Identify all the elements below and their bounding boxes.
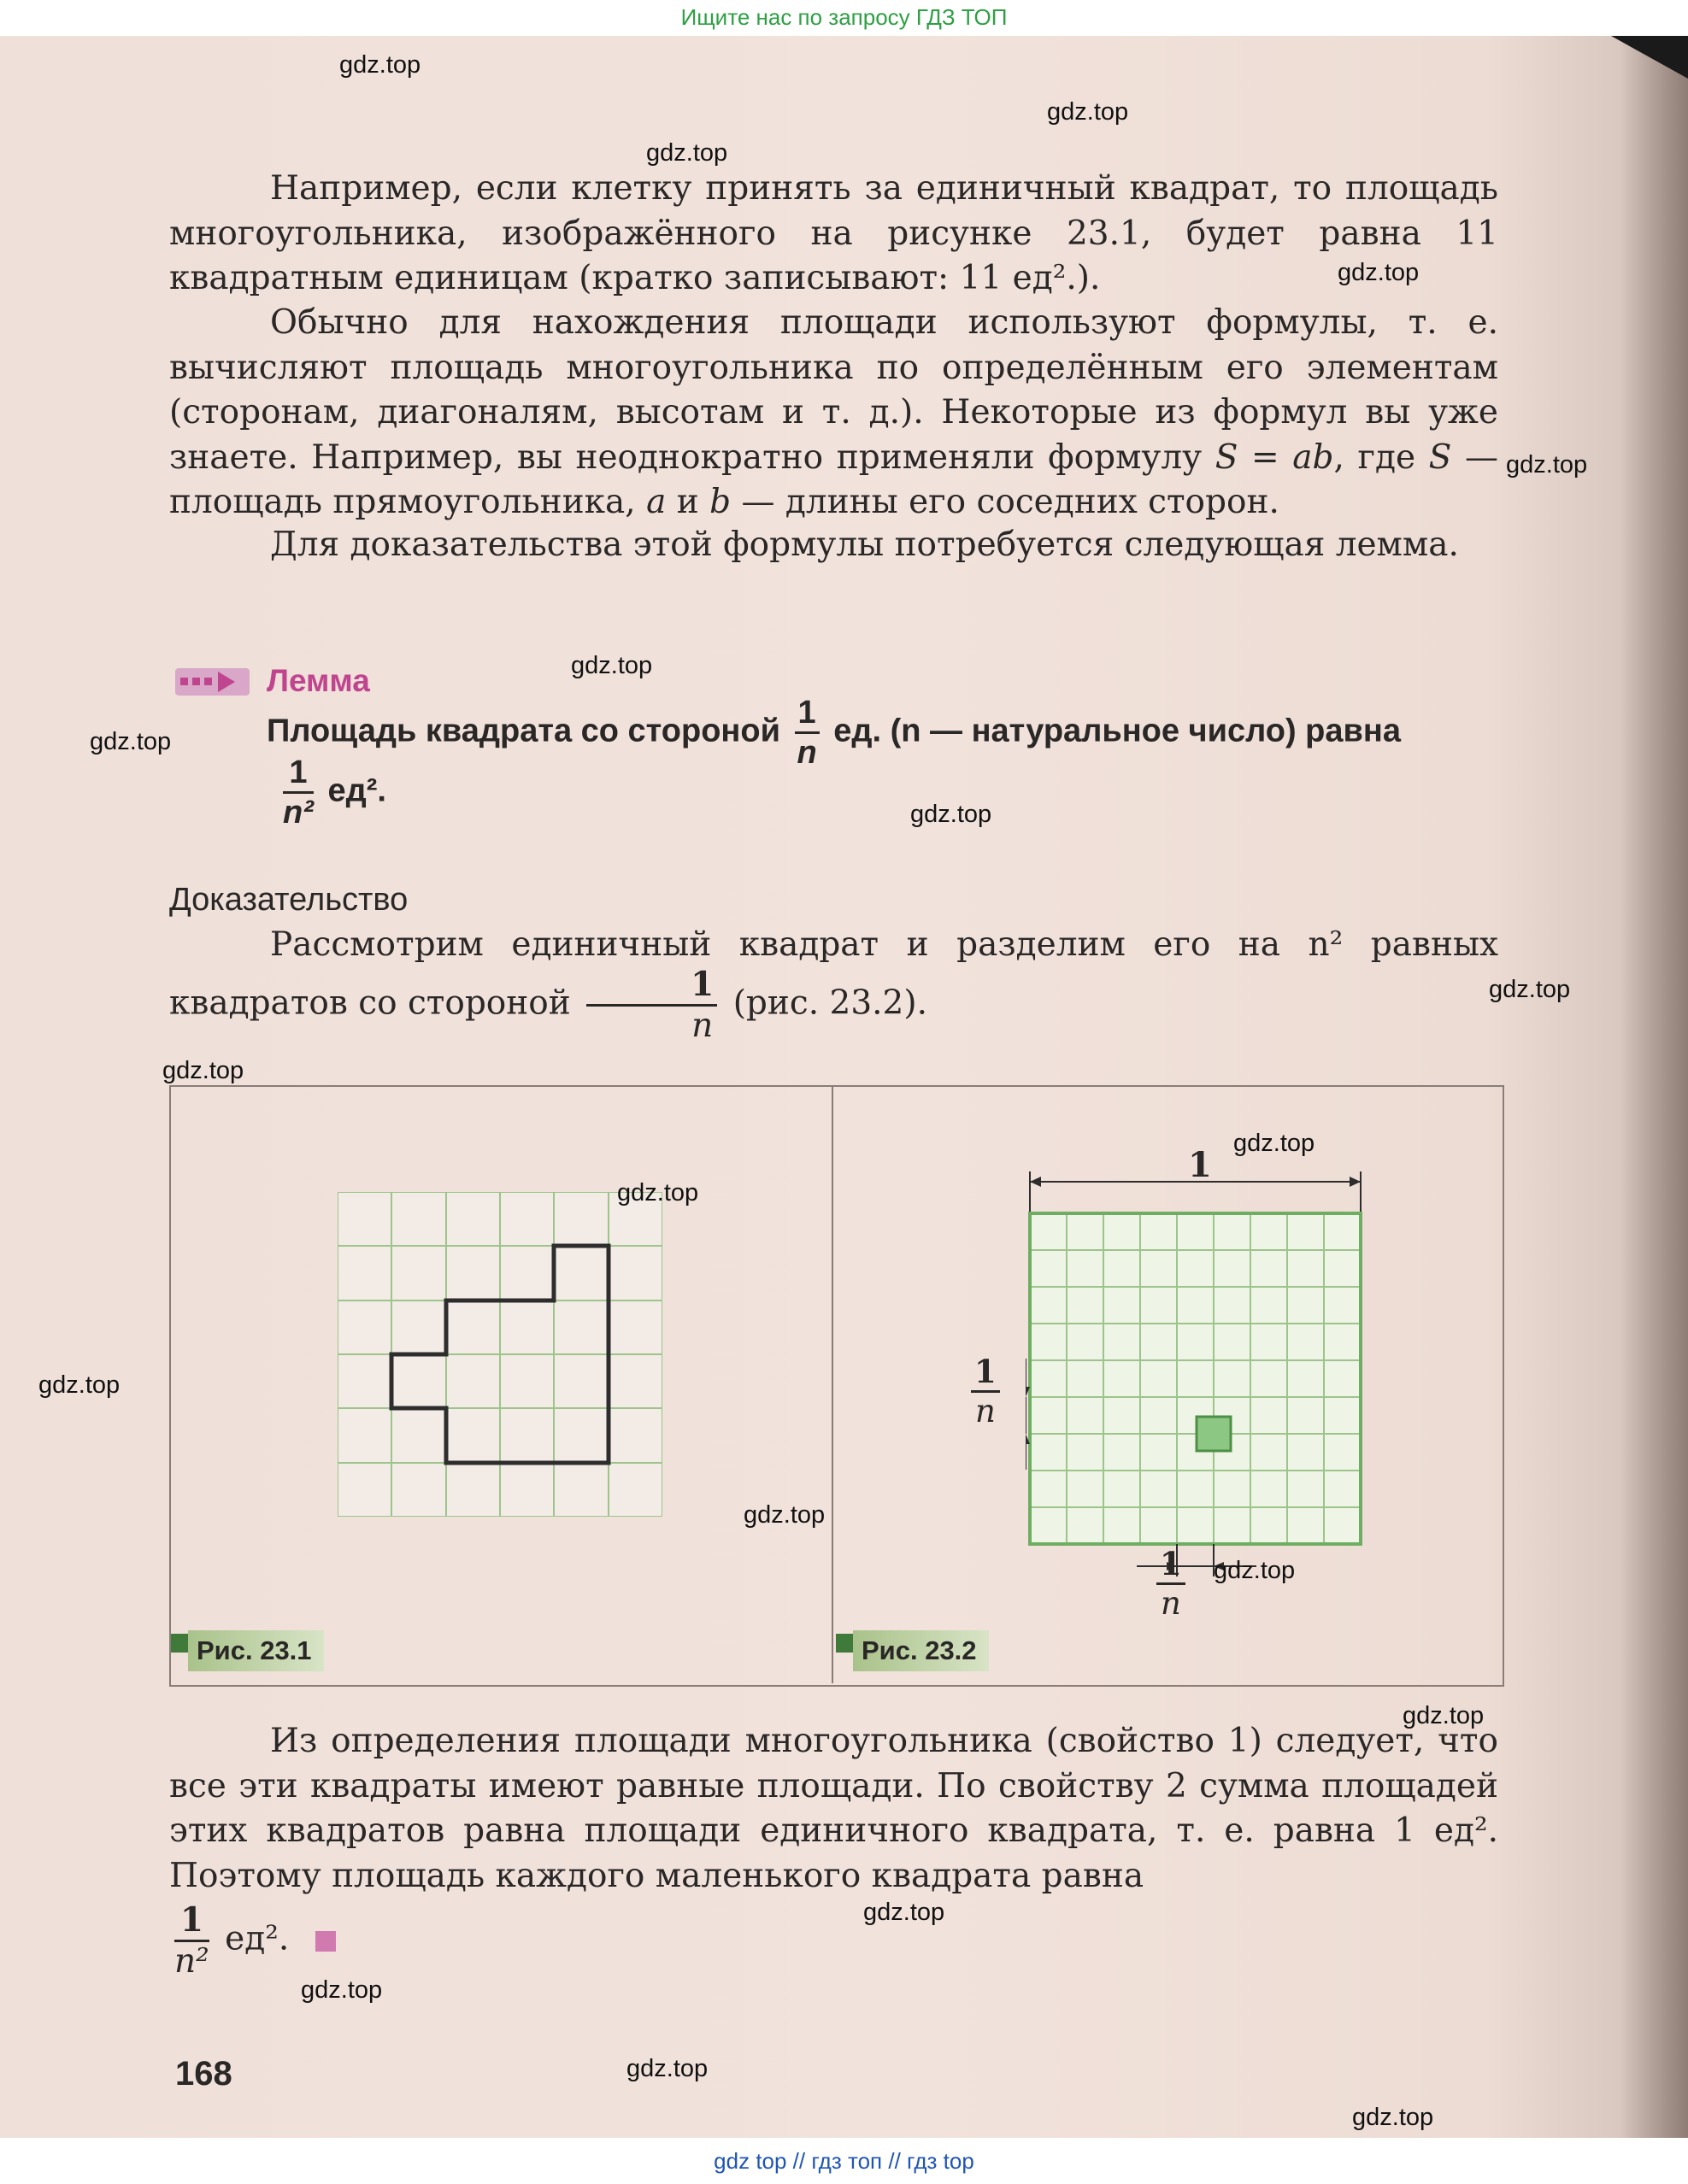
watermark: gdz.top: [1352, 2104, 1434, 2131]
fig2-side-fraction: [971, 1353, 1000, 1430]
fig2-bottom-label: [1151, 1545, 1191, 1622]
proof-frac-den: n: [691, 1006, 714, 1045]
conclusion-unit: ед².: [225, 1919, 290, 1958]
conclusion-result: [169, 1900, 336, 1981]
formula-b: b: [709, 483, 732, 521]
lemma-result-num: 1: [283, 756, 314, 794]
figure-23-2-grid: [1026, 1166, 1385, 1576]
end-of-proof-icon: [315, 1931, 336, 1952]
watermark: gdz.top: [339, 51, 421, 79]
proof-frac-num: 1: [586, 968, 717, 1007]
watermark: gdz.top: [1489, 976, 1571, 1003]
paragraph-2: [169, 301, 1498, 525]
fig2-top-label: 1: [1188, 1145, 1212, 1185]
lemma-result-den: n²: [283, 795, 314, 831]
lemma-side-den: n: [797, 735, 817, 771]
fig2-marker-square: [836, 1634, 855, 1653]
small-square-highlight: [1197, 1417, 1231, 1451]
conclusion-fraction: [174, 1900, 209, 1981]
lemma-text-a: Площадь квадрата со стороной: [267, 713, 780, 749]
watermark: gdz.top: [301, 1976, 383, 2004]
fig1-caption: Рис. 23.1: [188, 1630, 324, 1671]
lemma-side-num: 1: [795, 696, 820, 734]
watermark: gdz.top: [863, 1899, 945, 1926]
watermark: gdz.top: [646, 139, 728, 167]
lemma-text-b: ед. (n — натуральное число) равна: [833, 713, 1401, 749]
watermark: gdz.top: [1214, 1557, 1296, 1584]
paragraph-2-tail-3: — длины его соседних сторон.: [731, 483, 1279, 521]
watermark: gdz.top: [910, 801, 992, 828]
lemma-title: Лемма: [267, 663, 370, 698]
figure-divider: [832, 1085, 833, 1683]
proof-text-a: Рассмотрим единичный квадрат и разделим его на n² равных квадратов со стороной: [169, 925, 1498, 1022]
watermark: gdz.top: [90, 728, 172, 755]
paragraph-2-and: и: [666, 483, 710, 521]
formula-s: S: [1428, 437, 1452, 477]
conclusion-paragraph: [169, 1719, 1498, 1899]
watermark: gdz.top: [1506, 451, 1588, 478]
lemma-arrow-icon: [175, 663, 250, 701]
top-banner[interactable]: Ищите нас по запросу ГДЗ ТОП: [0, 0, 1688, 36]
lemma-side-fraction: [795, 696, 820, 769]
page-number: 168: [175, 2055, 232, 2093]
watermark: gdz.top: [626, 2055, 709, 2082]
watermark: gdz.top: [571, 652, 653, 679]
page-spine-shadow: [1620, 36, 1688, 2138]
fig2-side-den: n: [974, 1393, 996, 1430]
proof-paragraph: [169, 923, 1498, 1045]
watermark: gdz.top: [1233, 1130, 1315, 1157]
page-corner: [1611, 36, 1688, 79]
watermark: gdz.top: [1047, 98, 1129, 126]
paragraph-1: Например, если клетку принять за единичный квадрат, то площадь многоугольника, изображённого на рисунке 23.1, будет равна 11 квадратным единицам (кратко записывают: 11 ед².).: [169, 169, 1498, 297]
watermark: gdz.top: [1403, 1702, 1485, 1729]
fig2-bottom-fraction: [1156, 1545, 1185, 1622]
fig2-bottom-num: 1: [1156, 1548, 1185, 1585]
paragraph-3: Для доказательства этой формулы потребуется следующая лемма.: [270, 525, 1459, 564]
watermark: gdz.top: [1338, 259, 1420, 286]
fig2-caption: Рис. 23.2: [853, 1630, 989, 1671]
conclusion-frac-den: n²: [174, 1942, 209, 1981]
watermark: gdz.top: [38, 1371, 121, 1399]
watermark: gdz.top: [744, 1501, 826, 1529]
fig2-bottom-den: n: [1160, 1585, 1181, 1622]
fig2-side-label: [966, 1353, 1005, 1430]
figure-23-1-grid: [338, 1192, 662, 1517]
watermark: gdz.top: [617, 1179, 699, 1206]
paragraph-2-text: Обычно для нахождения площади используют формулы, т. е. вычисляют площадь многоугольника по определённым его элементам (сторонам, диагоналям, высотам и т. д.). Некоторые из формул вы уже знаете. Например, вы неоднократно применяли формулу: [169, 303, 1498, 477]
lemma-result: [278, 756, 386, 829]
lemma-statement: [267, 696, 1502, 769]
fig1-marker-square: [171, 1634, 190, 1653]
formula-a: a: [646, 483, 667, 521]
proof-fraction: [586, 964, 717, 1045]
proof-text-b: (рис. 23.2).: [732, 983, 927, 1022]
lemma-result-fraction: [283, 756, 314, 829]
conclusion-frac-num: 1: [174, 1904, 209, 1942]
bottom-banner[interactable]: gdz top // гдз топ // гдз top: [0, 2138, 1688, 2184]
proof-title: Доказательство: [169, 882, 409, 918]
watermark: gdz.top: [162, 1057, 244, 1084]
conclusion-text: Из определения площади многоугольника (свойство 1) следует, что все эти квадраты имеют равные площади. По свойству 2 сумма площадей этих квадратов равна площади единичного квадрата, т. е. равна 1 ед². Поэтому площадь каждого маленького квадрата равна: [169, 1722, 1498, 1895]
paragraph-2-tail-1: , где: [1333, 437, 1429, 477]
formula-area: S = ab: [1215, 437, 1334, 477]
fig2-side-num: 1: [971, 1356, 1000, 1393]
lemma-result-unit: ед².: [327, 772, 386, 809]
paragraph-2-tail-2: — площадь прямоугольника,: [169, 437, 1498, 521]
